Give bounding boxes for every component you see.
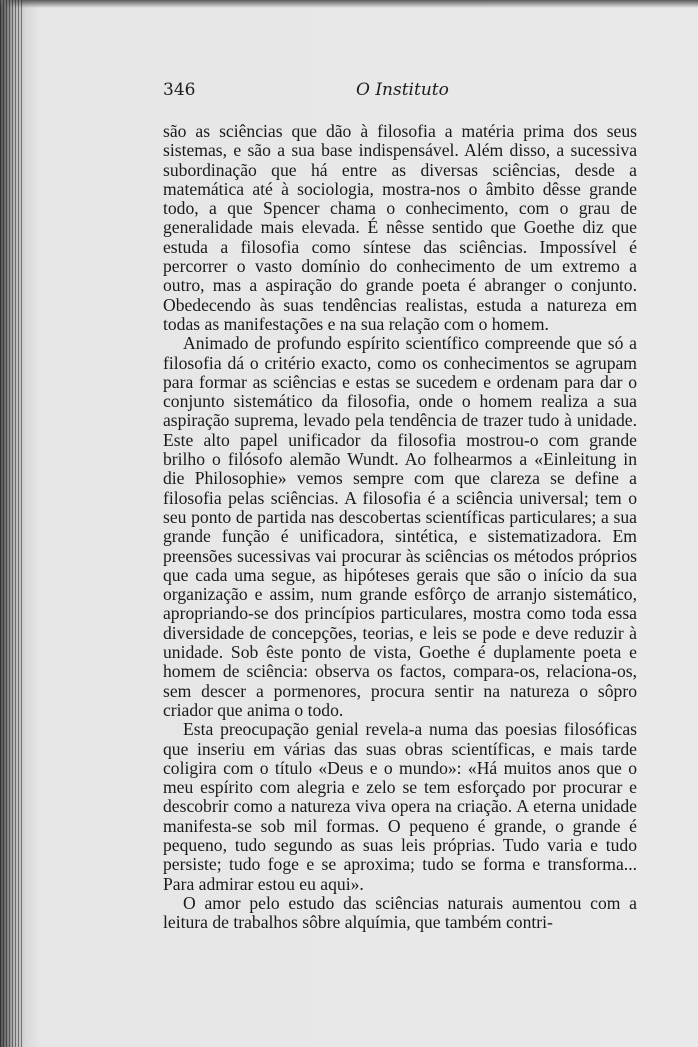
page-header bbox=[163, 80, 639, 108]
paragraph: O amor pelo estudo das sciências naturais aumentou com a leitura de trabalhos sôbre alquímia, que também contri- bbox=[163, 892, 637, 933]
body-text bbox=[163, 122, 637, 932]
book-spine-edge bbox=[0, 0, 22, 1047]
paragraph: são as sciências que dão à filosofia a matéria prima dos seus sistemas, e são a sua base indispensável. Além disso, a sucessiva subordinação que há entre as diversas sciências, desde a matemática até à sociologia, mostra-nos o âmbito dêsse grande todo, a que Spencer chama o conhecimento, com o grau de generalidade mais elevada. É nêsse sentido que Goethe diz que estuda a filosofia como síntese das sciências. Impossível é percorrer o vasto domínio do conhecimento de um extremo a outro, mas a aspiração do grande poeta é abranger o conjunto. Obedecendo às suas tendências realistas, estuda a natureza em todas as manifestações e na sua relação com o homem. bbox=[163, 121, 637, 334]
running-title: O Instituto bbox=[356, 80, 449, 100]
paragraph: Esta preocupação genial revela-a numa das poesias filosóficas que inseriu em várias das suas obras scientíficas, e mais tarde coligira com o título «Deus e o mundo»: «Há muitos anos que o meu espírito com alegria e zelo se tem esforçado por procurar e descobrir como a natureza viva opera na criação. A eterna unidade manifesta-se sob mil formas. O pequeno é grande, o grande é pequeno, tudo segundo as suas leis próprias. Tudo varia e tudo persiste; tudo foge e se aproxima; tudo se forma e transforma... Para admirar estou eu aqui». bbox=[163, 719, 637, 894]
paragraph: Animado de profundo espírito scientífico compreende que só a filosofia dá o critério exacto, como os conhecimentos se agrupam para formar as sciências e estas se sucedem e ordenam para dar o conjunto sistemático da filosofia, onde o homem realiza a sua aspiração suprema, levado pela tendência de trazer tudo à unidade. Este alto papel unificador da filosofia mostrou-o com grande brilho o filósofo alemão Wundt. Ao folhearmos a «Einleitung in die Philosophie» vemos sempre com que clareza se define a filosofia pelas sciências. A filosofia é a sciência universal; tem o seu ponto de partida nas descobertas scientíficas particulares; a sua grande função é unificadora, sintética, e sistematizadora. Em preensões sucessivas vai procurar às sciências os métodos próprios que cada uma segue, as hipóteses gerais que são o início da sua organização e assim, num grande esfôrço de arranjo sistemático, apropriando-se dos princípios particulares, mostra como toda essa diversidade de concepções, teorias, e leis se pode e deve reduzir à unidade. Sob êste ponto de vista, Goethe é duplamente poeta e homem de sciência: observa os factos, compara-os, relaciona-os, sem descer a pormenores, procura sentir na natureza o sôpro criador que anima o todo. bbox=[163, 333, 637, 720]
page-number: 346 bbox=[163, 80, 196, 100]
